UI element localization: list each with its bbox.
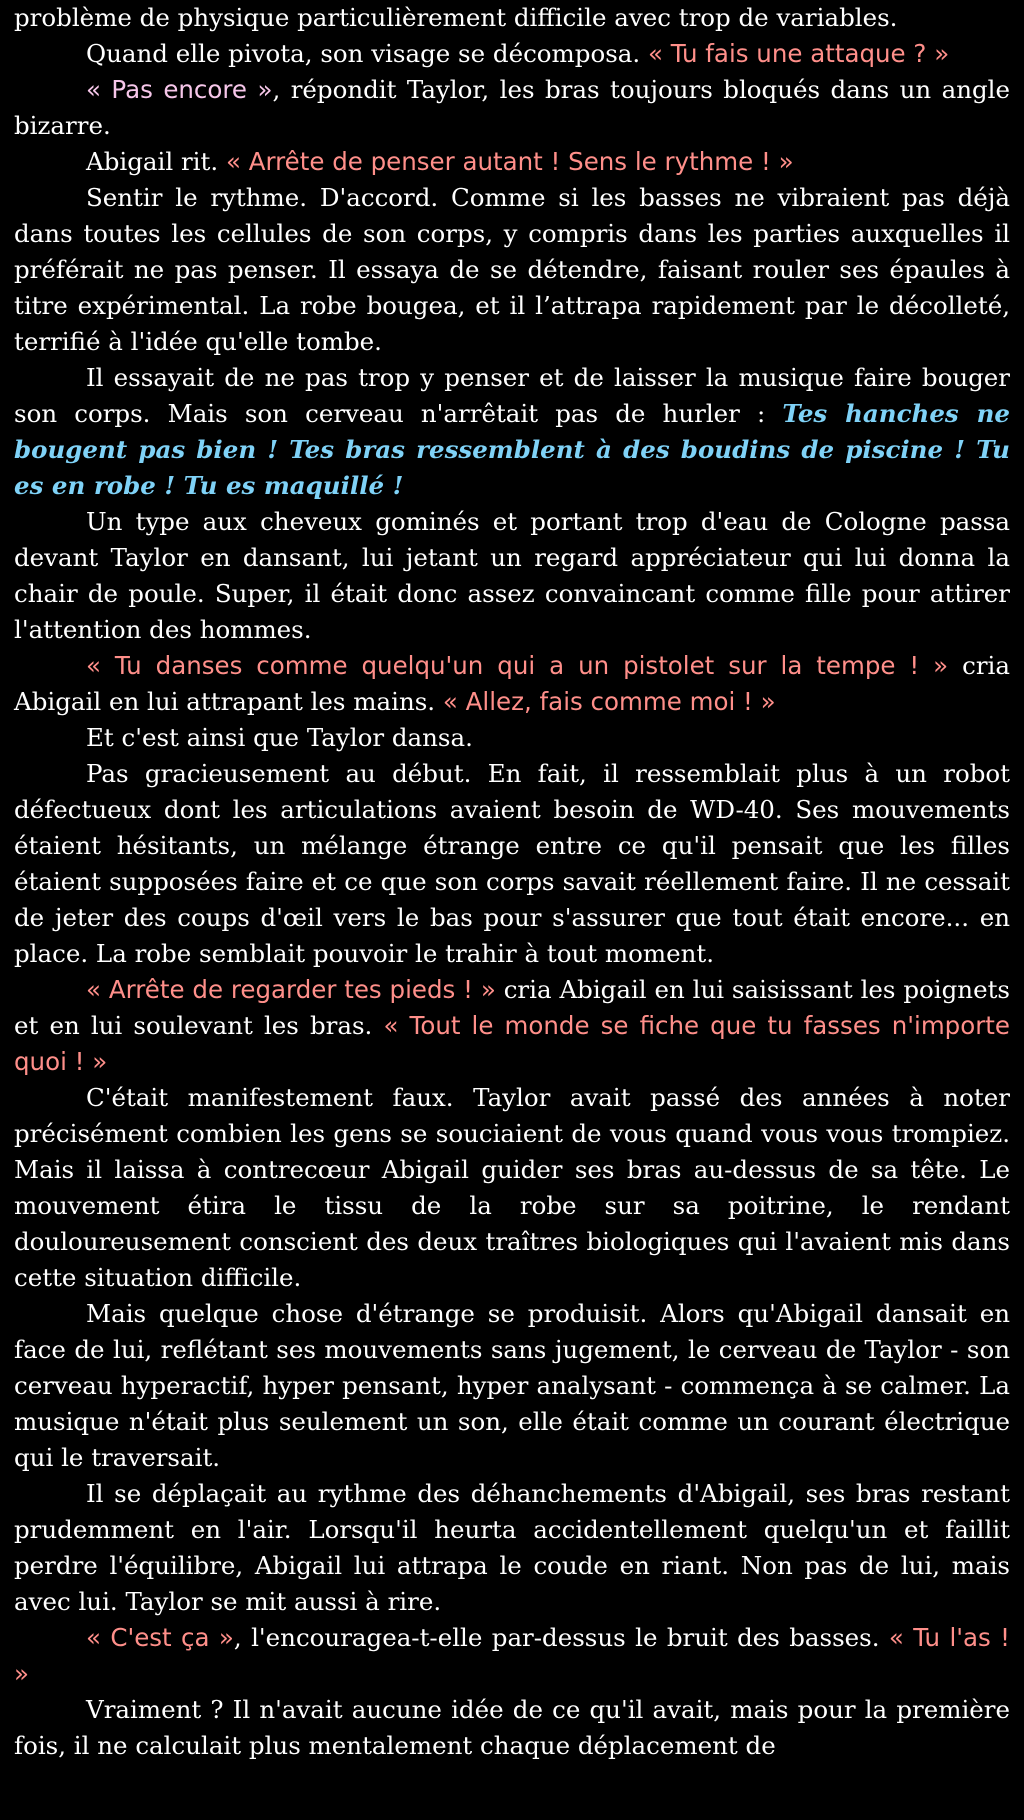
paragraph-10 xyxy=(14,756,1010,972)
narration-text: cria Abigail en lui saisissant les poignets et en lui soulevant les bras. xyxy=(14,975,1010,1040)
narration-text: Vraiment ? Il n'avait aucune idée de ce qu'il avait, mais pour la première fois, il ne calculait plus mentalement chaque déplacement de xyxy=(14,1695,1010,1760)
paragraph-1 xyxy=(14,0,1010,36)
narration-text: problème de physique particulièrement difficile avec trop de variables. xyxy=(14,3,898,32)
paragraph-13 xyxy=(14,1296,1010,1476)
narration-text: Sentir le rythme. D'accord. Comme si les basses ne vibraient pas déjà dans toutes les cellules de son corps, y compris dans les parties auxquelles il préférait ne pas penser. Il essaya de se détendre, faisant rouler ses épaules à titre expérimental. La robe bougea, et il l’attrapa rapidement par le décolleté, terrifié à l'idée qu'elle tombe. xyxy=(14,183,1010,356)
narration-text: Il se déplaçait au rythme des déhanchements d'Abigail, ses bras restant prudemment en l'air. Lorsqu'il heurta accidentellement quelqu'un et faillit perdre l'équilibre, Abigail lui attrapa le coude en riant. Non pas de lui, mais avec lui. Taylor se mit aussi à rire. xyxy=(14,1479,1010,1616)
narration-text: Il essayait de ne pas trop y penser et de laisser la musique faire bouger son corps. Mais son cerveau n'arrêtait pas de hurler : xyxy=(14,363,1010,428)
narration-text: Un type aux cheveux gominés et portant trop d'eau de Cologne passa devant Taylor en dansant, lui jetant un regard appréciateur qui lui donna la chair de poule. Super, il était donc assez convaincant comme fille pour attirer l'attention des hommes. xyxy=(14,507,1010,644)
narration-text: Pas gracieusement au début. En fait, il ressemblait plus à un robot défectueux dont les articulations avaient besoin de WD-40. Ses mouvements étaient hésitants, un mélange étrange entre ce qu'il pensait que les filles étaient supposées faire et ce que son corps savait réellement faire. Il ne cessait de jeter des coups d'œil vers le bas pour s'assurer que tout était encore... en place. La robe semblait pouvoir le trahir à tout moment. xyxy=(14,759,1010,968)
dialogue-quote: « Tu danses comme quelqu'un qui a un pistolet sur la tempe ! » xyxy=(86,651,949,680)
paragraph-5 xyxy=(14,180,1010,360)
paragraph-2 xyxy=(14,36,1010,72)
narration-text: Et c'est ainsi que Taylor dansa. xyxy=(86,723,473,752)
dialogue-quote: « Tu l'as ! » xyxy=(14,1623,1010,1688)
dialogue-quote: « Pas encore » xyxy=(86,75,273,104)
narration-text: Quand elle pivota, son visage se décomposa. xyxy=(86,39,648,68)
paragraph-11 xyxy=(14,972,1010,1080)
paragraph-9 xyxy=(14,720,1010,756)
paragraph-4 xyxy=(14,144,1010,180)
paragraph-15 xyxy=(14,1620,1010,1692)
narration-text: cria Abigail en lui attrapant les mains. xyxy=(14,651,1010,716)
dialogue-quote: « Arrête de regarder tes pieds ! » xyxy=(86,975,496,1004)
narration-text: C'était manifestement faux. Taylor avait passé des années à noter précisément combien les gens se souciaient de vous quand vous vous trompiez. Mais il laissa à contrecœur Abigail guider ses bras au-dessus de sa tête. Le mouvement étira le tissu de la robe sur sa poitrine, le rendant douloureusement conscient des deux traîtres biologiques qui l'avaient mis dans cette situation difficile. xyxy=(14,1083,1010,1292)
inner-thought: Tes hanches ne bougent pas bien ! Tes bras ressemblent à des boudins de piscine ! Tu es en robe ! Tu es maquillé ! xyxy=(14,399,1010,500)
paragraph-3 xyxy=(14,72,1010,144)
paragraph-7 xyxy=(14,504,1010,648)
paragraph-6 xyxy=(14,360,1010,504)
dialogue-quote: « Tu fais une attaque ? » xyxy=(647,39,950,68)
dialogue-quote: « Allez, fais comme moi ! » xyxy=(442,687,776,716)
paragraph-16 xyxy=(14,1692,1010,1764)
narration-text: Mais quelque chose d'étrange se produisit. Alors qu'Abigail dansait en face de lui, reflétant ses mouvements sans jugement, le cerveau de Taylor - son cerveau hyperactif, hyper pensant, hyper analysant - commença à se calmer. La musique n'était plus seulement un son, elle était comme un courant électrique qui le traversait. xyxy=(14,1299,1010,1472)
dialogue-quote: « Tout le monde se fiche que tu fasses n'importe quoi ! » xyxy=(14,1011,1010,1076)
paragraph-14 xyxy=(14,1476,1010,1620)
narration-text: Abigail rit. xyxy=(86,147,226,176)
paragraph-12 xyxy=(14,1080,1010,1296)
dialogue-quote: « Arrête de penser autant ! Sens le rythme ! » xyxy=(225,147,794,176)
paragraph-8 xyxy=(14,648,1010,720)
narration-text: , l'encouragea-t-elle par-dessus le bruit des basses. xyxy=(233,1623,889,1652)
dialogue-quote: « C'est ça » xyxy=(86,1623,234,1652)
narration-text: , répondit Taylor, les bras toujours bloqués dans un angle bizarre. xyxy=(14,75,1011,140)
